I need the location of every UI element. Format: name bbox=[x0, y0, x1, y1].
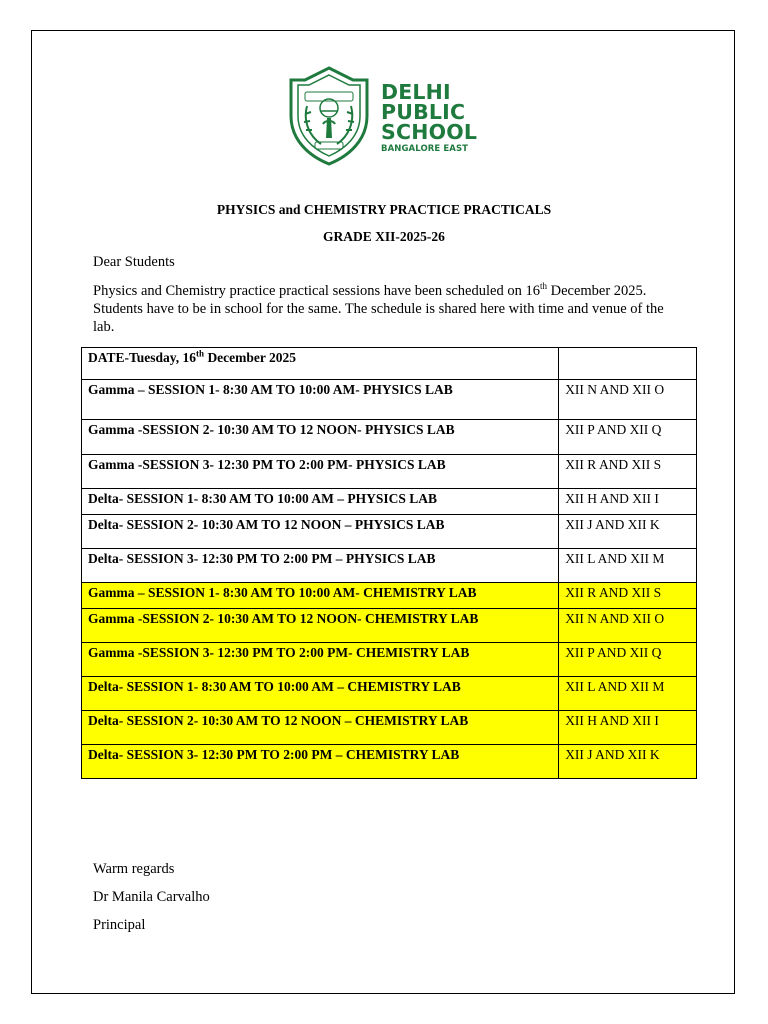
date-cell bbox=[82, 348, 559, 380]
school-crest-icon bbox=[287, 66, 371, 166]
table-row-highlighted bbox=[82, 745, 697, 779]
intro-date-suffix: th bbox=[539, 281, 547, 292]
header-blank-cell bbox=[559, 348, 697, 380]
classes-cell: XII P AND XII Q bbox=[559, 643, 697, 677]
classes-cell: XII L AND XII M bbox=[559, 677, 697, 711]
school-logo bbox=[287, 66, 487, 166]
table-row-highlighted bbox=[82, 711, 697, 745]
classes-cell: XII P AND XII Q bbox=[559, 420, 697, 455]
table-row bbox=[82, 380, 697, 420]
date-suffix: th bbox=[196, 348, 205, 359]
logo-name-line-1: DELHI bbox=[381, 80, 451, 104]
document-title: PHYSICS and CHEMISTRY PRACTICE PRACTICALS bbox=[216, 202, 552, 217]
schedule-table bbox=[81, 347, 697, 779]
table-row-highlighted bbox=[82, 643, 697, 677]
session-cell: Delta- SESSION 2- 10:30 AM TO 12 NOON – CHEMISTRY LAB bbox=[82, 711, 559, 745]
session-cell: Delta- SESSION 3- 12:30 PM TO 2:00 PM – CHEMISTRY LAB bbox=[82, 745, 559, 779]
salutation: Dear Students bbox=[93, 254, 175, 270]
session-cell: Delta- SESSION 1- 8:30 AM TO 10:00 AM – CHEMISTRY LAB bbox=[82, 677, 559, 711]
classes-cell: XII H AND XII I bbox=[559, 489, 697, 515]
session-cell: Gamma -SESSION 2- 10:30 AM TO 12 NOON- CHEMISTRY LAB bbox=[82, 609, 559, 643]
table-row bbox=[82, 489, 697, 515]
classes-cell: XII L AND XII M bbox=[559, 549, 697, 583]
session-cell: Gamma – SESSION 1- 8:30 AM TO 10:00 AM- PHYSICS LAB bbox=[82, 380, 559, 420]
signatory-name: Dr Manila Carvalho bbox=[93, 889, 210, 905]
table-row-highlighted bbox=[82, 583, 697, 609]
classes-cell: XII R AND XII S bbox=[559, 583, 697, 609]
table-row-highlighted bbox=[82, 677, 697, 711]
table-row bbox=[82, 549, 697, 583]
session-cell: Gamma – SESSION 1- 8:30 AM TO 10:00 AM- CHEMISTRY LAB bbox=[82, 583, 559, 609]
table-header-row bbox=[82, 348, 697, 380]
session-cell: Delta- SESSION 2- 10:30 AM TO 12 NOON – PHYSICS LAB bbox=[82, 515, 559, 549]
classes-cell: XII N AND XII O bbox=[559, 609, 697, 643]
classes-cell: XII J AND XII K bbox=[559, 515, 697, 549]
session-cell: Gamma -SESSION 3- 12:30 PM TO 2:00 PM- CHEMISTRY LAB bbox=[82, 643, 559, 677]
intro-text-end: December 2025. Students have to be in school for the same. The schedule is shared here with time and venue of the lab. bbox=[93, 283, 664, 335]
date-text-end: December 2025 bbox=[204, 350, 297, 365]
table-row bbox=[82, 455, 697, 489]
document-subtitle: GRADE XII-2025-26 bbox=[323, 229, 445, 244]
intro-text-start: Physics and Chemistry practice practical sessions have been scheduled on 16 bbox=[93, 283, 540, 299]
table-row bbox=[82, 420, 697, 455]
school-logo-text bbox=[381, 82, 477, 156]
session-cell: Gamma -SESSION 3- 12:30 PM TO 2:00 PM- PHYSICS LAB bbox=[82, 455, 559, 489]
classes-cell: XII N AND XII O bbox=[559, 380, 697, 420]
logo-branch: BANGALORE EAST bbox=[381, 144, 469, 154]
logo-name-line-2: PUBLIC bbox=[381, 100, 466, 124]
signatory-designation: Principal bbox=[93, 917, 146, 933]
session-cell: Delta- SESSION 1- 8:30 AM TO 10:00 AM – PHYSICS LAB bbox=[82, 489, 559, 515]
date-text-start: DATE-Tuesday, 16 bbox=[88, 350, 197, 365]
session-cell: Gamma -SESSION 2- 10:30 AM TO 12 NOON- PHYSICS LAB bbox=[82, 420, 559, 455]
classes-cell: XII R AND XII S bbox=[559, 455, 697, 489]
session-cell: Delta- SESSION 3- 12:30 PM TO 2:00 PM – PHYSICS LAB bbox=[82, 549, 559, 583]
logo-name-line-3: SCHOOL bbox=[381, 120, 478, 144]
table-row-highlighted bbox=[82, 609, 697, 643]
classes-cell: XII J AND XII K bbox=[559, 745, 697, 779]
closing-regards: Warm regards bbox=[93, 861, 175, 877]
table-row bbox=[82, 515, 697, 549]
intro-paragraph bbox=[93, 282, 683, 336]
classes-cell: XII H AND XII I bbox=[559, 711, 697, 745]
